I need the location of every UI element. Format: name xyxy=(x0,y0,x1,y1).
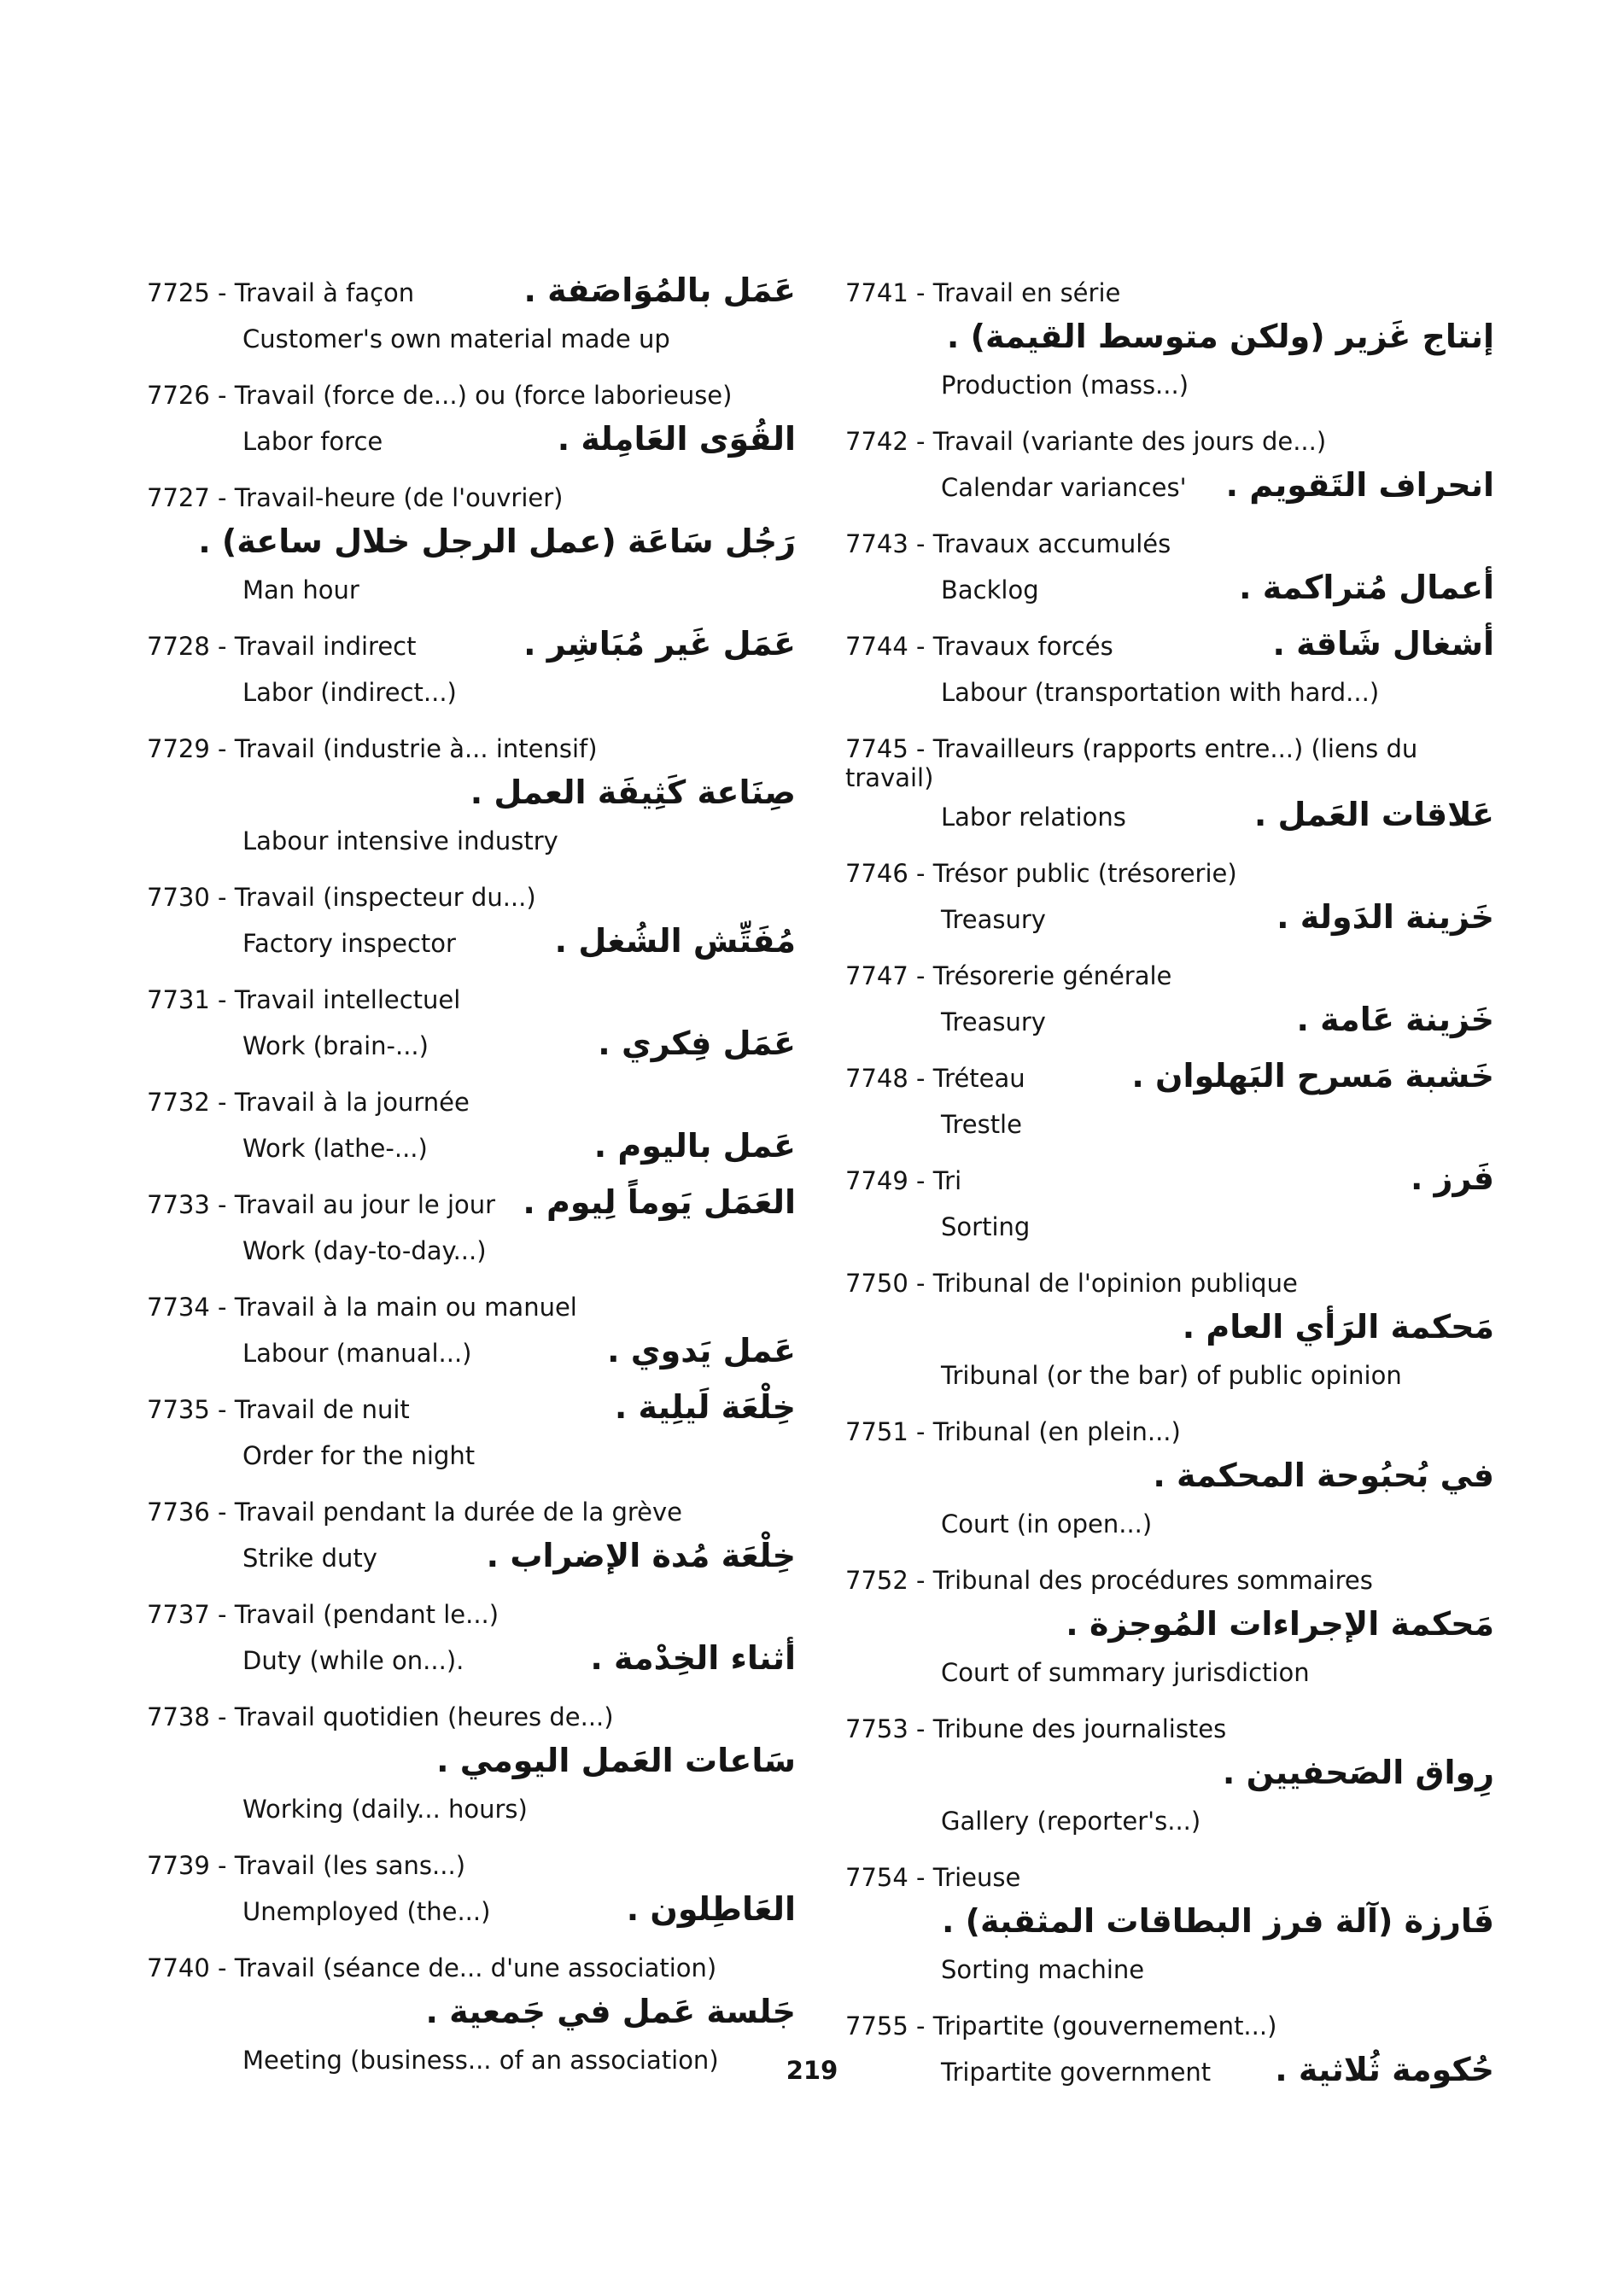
french-text: Travail-heure (de l'ouvrier) xyxy=(234,483,564,512)
page-number: 219 xyxy=(786,2056,838,2085)
entry-line xyxy=(845,727,1494,796)
entry-line xyxy=(147,1788,796,1834)
entry-french-term: 7732 - Travail à la journée xyxy=(147,1088,470,1117)
french-text: Travail à façon xyxy=(234,278,415,307)
entry-english-term: Work (day-to-day...) xyxy=(242,1236,487,1265)
french-text: Tribunal de l'opinion publique xyxy=(932,1269,1298,1298)
entry-line xyxy=(845,523,1494,569)
entry-number: 7745 xyxy=(845,734,908,763)
entry-arabic-term: في بُحبُوحة المحكمة . xyxy=(1153,1457,1494,1494)
entry-number: 7736 xyxy=(147,1498,210,1527)
entry-english-term: Tripartite government xyxy=(941,2058,1212,2087)
french-text: Travail au jour le jour xyxy=(234,1190,496,1219)
entry-line xyxy=(845,1708,1494,1754)
entry-number: 7737 xyxy=(147,1600,210,1629)
dictionary-entry xyxy=(845,1159,1494,1252)
entry-line xyxy=(147,1434,796,1480)
dictionary-entry xyxy=(147,1593,796,1685)
french-text: Tribunal des procédures sommaires xyxy=(932,1566,1373,1595)
entry-arabic-term: مُفَتِّش الشُغل . xyxy=(554,922,796,960)
entry-line xyxy=(845,272,1494,318)
dictionary-entry xyxy=(845,1410,1494,1549)
entry-line xyxy=(147,1332,796,1378)
dictionary-entry xyxy=(147,1844,796,1936)
french-text: Travail (les sans...) xyxy=(234,1851,466,1880)
entry-english-term: Labor relations xyxy=(941,803,1126,832)
dictionary-entry xyxy=(845,727,1494,842)
entry-number: 7731 xyxy=(147,985,210,1014)
entry-line xyxy=(147,1890,796,1936)
entry-number: 7730 xyxy=(147,883,210,912)
entry-arabic-term: رَجُل سَاعَة (عمل الرجل خلال ساعة) . xyxy=(198,523,796,560)
entry-line xyxy=(147,1286,796,1332)
entry-arabic-term: أعمال مُتراكمة . xyxy=(1239,569,1494,606)
entry-line xyxy=(845,898,1494,944)
entry-line xyxy=(147,1639,796,1685)
dictionary-entry xyxy=(845,1708,1494,1846)
entry-english-term: Order for the night xyxy=(242,1441,476,1470)
entry-line xyxy=(147,1993,796,2039)
entry-english-term: Treasury xyxy=(941,1007,1046,1036)
french-text: Travail (industrie à... intensif) xyxy=(234,734,598,763)
entry-line xyxy=(147,569,796,615)
entry-line xyxy=(845,364,1494,410)
entry-english-term: Sorting xyxy=(941,1212,1031,1241)
entry-arabic-term: حُكومة ثُلاثية . xyxy=(1275,2051,1494,2088)
entry-line xyxy=(845,671,1494,717)
entry-line xyxy=(147,774,796,820)
entry-line xyxy=(845,1948,1494,1994)
french-text: Travail (force de...) ou (force laborieuse) xyxy=(234,381,733,410)
entry-french-term: 7755 - Tripartite (gouvernement...) xyxy=(845,2011,1277,2041)
entry-arabic-term: خِلْعَة لَيلِية . xyxy=(614,1388,796,1426)
entry-arabic-term: سَاعات العَمل اليومي . xyxy=(436,1742,796,1779)
entry-line xyxy=(845,796,1494,842)
dictionary-entry xyxy=(845,1262,1494,1400)
entry-arabic-term: خِلْعَة مُدة الإضراب . xyxy=(486,1537,796,1574)
right-column xyxy=(845,272,1494,2107)
entry-line xyxy=(845,1856,1494,1902)
dictionary-entry xyxy=(147,1388,796,1480)
entry-line xyxy=(147,978,796,1025)
entry-line xyxy=(845,1159,1494,1206)
entry-number: 7726 xyxy=(147,381,210,410)
entry-line xyxy=(147,318,796,364)
entry-number: 7742 xyxy=(845,427,908,456)
entry-line xyxy=(845,1754,1494,1800)
entry-french-term: 7728 - Travail indirect xyxy=(147,632,417,661)
entry-french-term: 7734 - Travail à la main ou manuel xyxy=(147,1293,577,1322)
entry-french-term: 7749 - Tri xyxy=(845,1166,962,1195)
entry-french-term: 7752 - Tribunal des procédures sommaires xyxy=(845,1566,1373,1595)
entry-number: 7725 xyxy=(147,278,210,307)
dictionary-entry xyxy=(147,625,796,717)
entry-line xyxy=(845,420,1494,466)
entry-number: 7727 xyxy=(147,483,210,512)
entry-arabic-term: جَلسة عَمل في جَمعية . xyxy=(425,1993,796,2030)
entry-english-term: Man hour xyxy=(242,575,359,604)
french-text: Travaux forcés xyxy=(932,632,1113,661)
entry-english-term: Strike duty xyxy=(242,1544,377,1573)
entry-french-term: 7745 - Travailleurs (rapports entre...) (liens du travail) xyxy=(845,734,1418,792)
entry-number: 7738 xyxy=(147,1702,210,1731)
entry-line xyxy=(845,569,1494,615)
entry-line xyxy=(147,625,796,671)
dictionary-entry xyxy=(147,1286,796,1378)
entry-english-term: Factory inspector xyxy=(242,929,456,958)
entry-line xyxy=(147,1947,796,1993)
entry-french-term: 7739 - Travail (les sans...) xyxy=(147,1851,466,1880)
entry-number: 7741 xyxy=(845,278,908,307)
entry-line xyxy=(147,1491,796,1537)
dictionary-entry xyxy=(147,876,796,968)
entry-line xyxy=(845,1605,1494,1651)
entry-line xyxy=(147,1537,796,1583)
entry-arabic-term: صِنَاعة كَثِيفَة العمل . xyxy=(470,774,796,811)
entry-french-term: 7738 - Travail quotidien (heures de...) xyxy=(147,1702,614,1731)
entry-english-term: Work (brain-...) xyxy=(242,1031,429,1060)
entry-french-term: 7726 - Travail (force de...) ou (force laborieuse) xyxy=(147,381,733,410)
entry-number: 7728 xyxy=(147,632,210,661)
entry-arabic-term: فَرز . xyxy=(1410,1159,1494,1197)
entry-english-term: Sorting machine xyxy=(941,1955,1145,1984)
dictionary-entry xyxy=(147,1081,796,1173)
entry-number: 7732 xyxy=(147,1088,210,1117)
entry-line xyxy=(845,1559,1494,1605)
entry-number: 7743 xyxy=(845,529,908,558)
entry-line xyxy=(147,420,796,466)
entry-line xyxy=(845,852,1494,898)
entry-line xyxy=(147,1127,796,1173)
dictionary-entry xyxy=(147,1696,796,1834)
entry-line xyxy=(147,922,796,968)
dictionary-entry xyxy=(147,476,796,615)
entry-line xyxy=(845,1800,1494,1846)
entry-number: 7744 xyxy=(845,632,908,661)
entry-french-term: 7735 - Travail de nuit xyxy=(147,1395,410,1424)
entry-english-term: Treasury xyxy=(941,905,1046,934)
entry-arabic-term: عَلاقات العَمل . xyxy=(1253,796,1494,833)
french-text: Travail intellectuel xyxy=(234,985,461,1014)
entry-line xyxy=(845,1457,1494,1503)
dictionary-entry xyxy=(845,625,1494,717)
entry-english-term: Court (in open...) xyxy=(941,1509,1153,1539)
dictionary-entry xyxy=(845,1057,1494,1149)
french-text: Trésor public (trésorerie) xyxy=(932,859,1237,888)
entry-number: 7755 xyxy=(845,2011,908,2041)
french-text: Travail pendant la durée de la grève xyxy=(234,1498,682,1527)
entry-number: 7754 xyxy=(845,1863,908,1892)
entry-line xyxy=(147,1844,796,1890)
entry-number: 7752 xyxy=(845,1566,908,1595)
entry-french-term: 7748 - Tréteau xyxy=(845,1064,1025,1093)
entry-line xyxy=(147,523,796,569)
entry-number: 7733 xyxy=(147,1190,210,1219)
entry-french-term: 7741 - Travail en série xyxy=(845,278,1121,307)
entry-arabic-term: عَمَل بالمُوَاصَفة . xyxy=(523,272,796,309)
entry-arabic-term: عَمَل غَير مُبَاشِر . xyxy=(523,625,796,663)
entry-french-term: 7754 - Trieuse xyxy=(845,1863,1021,1892)
entry-arabic-term: مَحكمة الرَأي العام . xyxy=(1182,1308,1494,1346)
entry-line xyxy=(845,1902,1494,1948)
entry-arabic-term: أثناء الخِدْمة . xyxy=(590,1639,796,1677)
dictionary-entry xyxy=(845,272,1494,410)
french-text: Tréteau xyxy=(932,1064,1025,1093)
entry-english-term: Labour (transportation with hard...) xyxy=(941,678,1380,707)
entry-french-term: 7729 - Travail (industrie à... intensif) xyxy=(147,734,598,763)
entry-line xyxy=(147,727,796,774)
entry-line xyxy=(845,2005,1494,2051)
entry-line xyxy=(845,466,1494,512)
entry-line xyxy=(845,1206,1494,1252)
entry-arabic-term: عَمل باليوم . xyxy=(593,1127,796,1165)
french-text: Travail en série xyxy=(932,278,1121,307)
entry-line xyxy=(147,1025,796,1071)
entry-english-term: Working (daily... hours) xyxy=(242,1795,528,1824)
entry-line xyxy=(147,272,796,318)
dictionary-entry xyxy=(147,272,796,364)
french-text: Travail à la journée xyxy=(234,1088,470,1117)
entry-french-term: 7740 - Travail (séance de... d'une association) xyxy=(147,1953,717,1982)
entry-line xyxy=(845,1503,1494,1549)
french-text: Travail (inspecteur du...) xyxy=(234,883,536,912)
entry-line xyxy=(845,1651,1494,1697)
entry-french-term: 7736 - Travail pendant la durée de la grève xyxy=(147,1498,682,1527)
entry-french-term: 7750 - Tribunal de l'opinion publique xyxy=(845,1269,1298,1298)
entry-arabic-term: مَحكمة الإجراءات المُوجزة . xyxy=(1066,1605,1494,1643)
entry-arabic-term: عَمل يَدوي . xyxy=(607,1332,796,1369)
entry-french-term: 7725 - Travail à façon xyxy=(147,278,415,307)
entry-english-term: Meeting (business... of an association) xyxy=(242,2046,719,2075)
french-text: Travail à la main ou manuel xyxy=(234,1293,577,1322)
entry-arabic-term: عَمَل فِكري . xyxy=(598,1025,796,1062)
entry-arabic-term: انحراف التَقويم . xyxy=(1225,466,1494,504)
dictionary-entry xyxy=(845,852,1494,944)
entry-french-term: 7744 - Travaux forcés xyxy=(845,632,1113,661)
entry-line xyxy=(147,671,796,717)
french-text: Trésorerie générale xyxy=(932,961,1172,990)
entry-line xyxy=(845,1308,1494,1354)
entry-line xyxy=(147,1742,796,1788)
entry-number: 7729 xyxy=(147,734,210,763)
entry-arabic-term: العَاطِلون . xyxy=(626,1890,796,1928)
french-text: Travail de nuit xyxy=(234,1395,410,1424)
entry-number: 7735 xyxy=(147,1395,210,1424)
entry-number: 7740 xyxy=(147,1953,210,1982)
entry-line xyxy=(147,1593,796,1639)
entry-english-term: Work (lathe-...) xyxy=(242,1134,428,1163)
french-text: Tripartite (gouvernement...) xyxy=(932,2011,1277,2041)
entry-number: 7747 xyxy=(845,961,908,990)
entry-number: 7750 xyxy=(845,1269,908,1298)
entry-english-term: Labour (manual...) xyxy=(242,1339,472,1368)
dictionary-entry xyxy=(845,955,1494,1047)
french-text: Travail (séance de... d'une association) xyxy=(234,1953,717,1982)
entry-english-term: Labour intensive industry xyxy=(242,826,558,855)
dictionary-entry xyxy=(845,1856,1494,1994)
entry-french-term: 7746 - Trésor public (trésorerie) xyxy=(845,859,1237,888)
entry-english-term: Tribunal (or the bar) of public opinion xyxy=(941,1361,1402,1390)
entry-line xyxy=(147,820,796,866)
entry-line xyxy=(845,625,1494,671)
entry-french-term: 7731 - Travail intellectuel xyxy=(147,985,461,1014)
entry-arabic-term: القُوَى العَامِلة . xyxy=(557,420,796,458)
entry-french-term: 7742 - Travail (variante des jours de...) xyxy=(845,427,1327,456)
entry-french-term: 7751 - Tribunal (en plein...) xyxy=(845,1417,1181,1446)
entry-line xyxy=(845,1057,1494,1103)
entry-arabic-term: خَزينة الدَولة . xyxy=(1276,898,1494,936)
entry-french-term: 7727 - Travail-heure (de l'ouvrier) xyxy=(147,483,564,512)
dictionary-entry xyxy=(147,1183,796,1276)
entry-line xyxy=(845,1410,1494,1457)
left-column xyxy=(147,272,796,2095)
entry-number: 7746 xyxy=(845,859,908,888)
entry-arabic-term: إنتاج غَزير (ولكن متوسط القيمة) . xyxy=(946,318,1494,355)
entry-number: 7739 xyxy=(147,1851,210,1880)
entry-line xyxy=(147,1183,796,1229)
dictionary-entry xyxy=(845,1559,1494,1697)
entry-french-term: 7737 - Travail (pendant le...) xyxy=(147,1600,499,1629)
entry-english-term: Calendar variances' xyxy=(941,473,1187,502)
entry-arabic-term: العَمَل يَوماً لِيوم . xyxy=(523,1183,796,1221)
entry-arabic-term: رِواق الصَحفيين . xyxy=(1222,1754,1494,1791)
entry-number: 7751 xyxy=(845,1417,908,1446)
dictionary-entry xyxy=(147,374,796,466)
entry-english-term: Gallery (reporter's...) xyxy=(941,1807,1201,1836)
french-text: Travaux accumulés xyxy=(932,529,1171,558)
entry-line xyxy=(147,1388,796,1434)
entry-line xyxy=(845,318,1494,364)
french-text: Travail indirect xyxy=(234,632,417,661)
entry-french-term: 7743 - Travaux accumulés xyxy=(845,529,1171,558)
entry-line xyxy=(845,955,1494,1001)
entry-english-term: Customer's own material made up xyxy=(242,324,670,353)
entry-line xyxy=(147,1696,796,1742)
french-text: Travailleurs (rapports entre...) (liens du travail) xyxy=(845,734,1418,792)
entry-line xyxy=(147,1229,796,1276)
entry-english-term: Labor (indirect...) xyxy=(242,678,457,707)
entry-french-term: 7730 - Travail (inspecteur du...) xyxy=(147,883,536,912)
entry-line xyxy=(147,476,796,523)
french-text: Travail (pendant le...) xyxy=(234,1600,499,1629)
french-text: Tri xyxy=(932,1166,962,1195)
entry-french-term: 7753 - Tribune des journalistes xyxy=(845,1714,1227,1743)
entry-line xyxy=(845,1103,1494,1149)
entry-french-term: 7747 - Trésorerie générale xyxy=(845,961,1172,990)
french-text: Tribunal (en plein...) xyxy=(932,1417,1181,1446)
french-text: Travail quotidien (heures de...) xyxy=(234,1702,614,1731)
entry-line xyxy=(845,1262,1494,1308)
entry-number: 7749 xyxy=(845,1166,908,1195)
french-text: Tribune des journalistes xyxy=(932,1714,1227,1743)
entry-arabic-term: فَارزة (آلة فرز البطاقات المثقبة) . xyxy=(941,1902,1494,1940)
dictionary-entry xyxy=(845,420,1494,512)
dictionary-entry xyxy=(845,523,1494,615)
entry-english-term: Trestle xyxy=(941,1110,1022,1139)
entry-french-term: 7733 - Travail au jour le jour xyxy=(147,1190,496,1219)
entry-line xyxy=(845,1001,1494,1047)
entry-english-term: Duty (while on...). xyxy=(242,1646,464,1675)
entry-english-term: Labor force xyxy=(242,427,383,456)
entry-number: 7748 xyxy=(845,1064,908,1093)
entry-english-term: Backlog xyxy=(941,575,1039,604)
entry-arabic-term: خَزينة عَامة . xyxy=(1296,1001,1494,1038)
entry-arabic-term: خَشبة مَسرح البَهلوان . xyxy=(1131,1057,1494,1095)
entry-line xyxy=(147,876,796,922)
french-text: Travail (variante des jours de...) xyxy=(932,427,1327,456)
entry-number: 7734 xyxy=(147,1293,210,1322)
entry-english-term: Unemployed (the...) xyxy=(242,1897,491,1926)
entry-number: 7753 xyxy=(845,1714,908,1743)
entry-arabic-term: أشغال شَاقة . xyxy=(1272,625,1494,663)
entry-english-term: Court of summary jurisdiction xyxy=(941,1658,1310,1687)
entry-english-term: Production (mass...) xyxy=(941,371,1189,400)
dictionary-entry xyxy=(147,978,796,1071)
entry-line xyxy=(845,1354,1494,1400)
entry-line xyxy=(147,374,796,420)
dictionary-entry xyxy=(147,727,796,866)
entry-line xyxy=(147,1081,796,1127)
dictionary-entry xyxy=(147,1491,796,1583)
french-text: Trieuse xyxy=(932,1863,1021,1892)
